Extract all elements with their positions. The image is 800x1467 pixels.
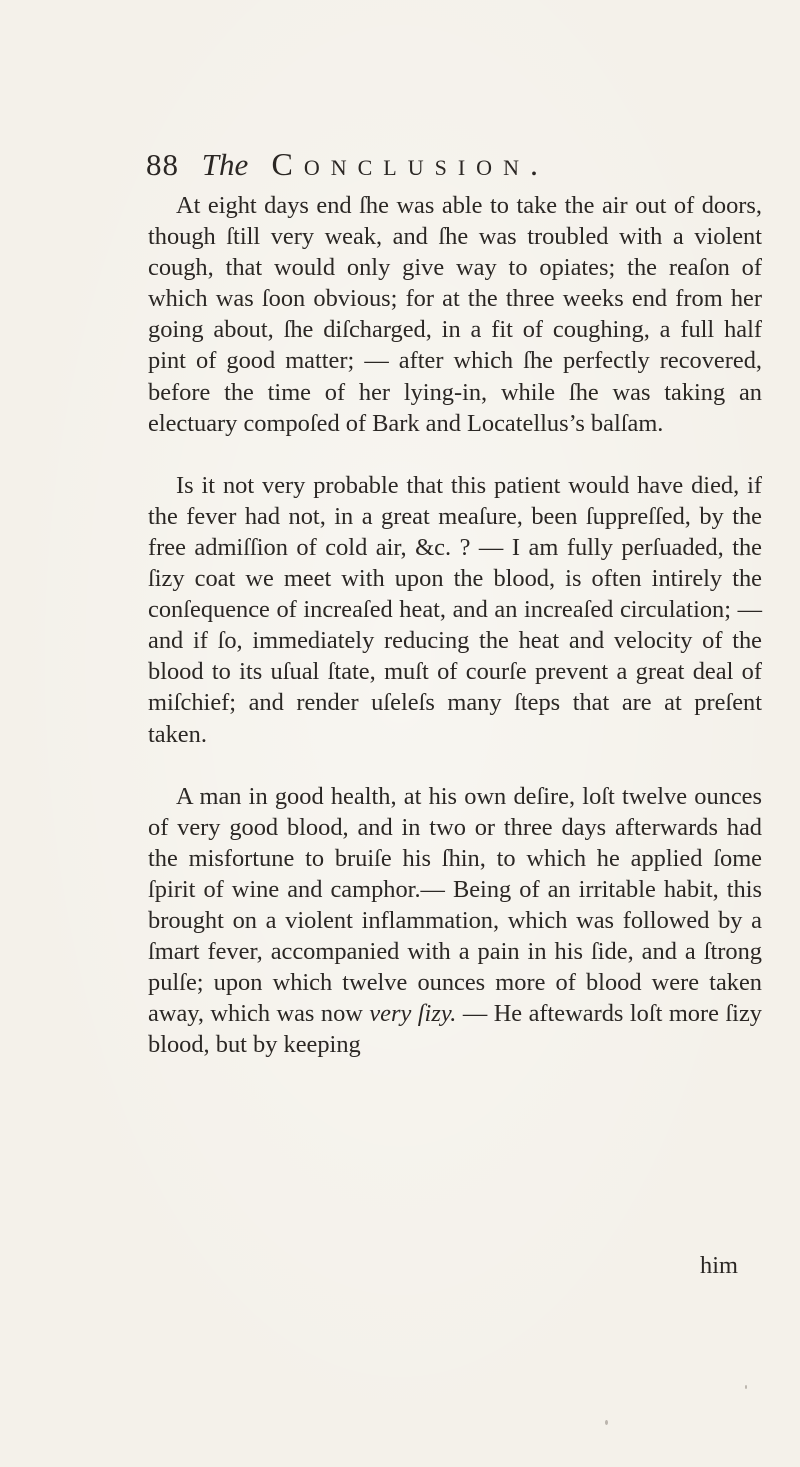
paper-speck [745,1385,747,1389]
paragraph-3-text: A man in good health, at his own deſire, loſt twelve ounces of very good blood, and in two or three days afterwards had the misfortune to bruiſe his ſhin, to which he applied ſome ſpirit of wine and camphor.— Being of an irritable habit, this brought on a violent inflammation, which was followed by a ſmart fever, accompanied with a pain in his ſide, and a ſtrong pulſe; upon which twelve ounces more of blood were taken away, which was now [148,782,762,1028]
paragraph-2: Is it not very probable that this patient would have died, if the fever had not, in a great meaſure, been ſuppreſſed, by the free admiſſion of cold air, &c. ? — I am fully perſuaded, the ſizy coat we meet with upon the blood, is often intirely the conſequence of increaſed heat, and an increaſed circulation; — and if ſo, immediately reducing the heat and velocity of the blood to its uſual ſtate, muſt of courſe prevent a great deal of miſchief; and render uſeleſs many ſteps that are at preſent taken. [148,471,762,748]
paper-speck [605,1420,608,1425]
running-header-title: Conclusion. [271,146,549,182]
paragraph-3-italic: very ſizy. [369,1000,457,1028]
catchword: him [700,1252,738,1279]
paper-speck [740,553,743,556]
paragraph-3-text-end: — He aftewards loſt more ſizy blood, but by keeping [148,1000,762,1059]
page-number: 88 [146,147,179,182]
paragraph-3 [148,781,762,1061]
paragraph-1: At eight days end ſhe was able to take the air out of doors, though ſtill very weak, and ſhe was troubled with a violent cough, that would only give way to opiates; the reaſon of which was ſoon obvious; for at the three weeks end from her going about, ſhe diſcharged, in a fit of coughing, a full half pint of good matter; — after which ſhe perfectly recovered, before the time of her lying-in, while ſhe was taking an electuary compoſed of Bark and Locatellus’s balſam. [148,192,762,437]
running-header-italic: The [201,147,249,182]
body-text [148,190,762,1060]
running-header [146,138,766,190]
